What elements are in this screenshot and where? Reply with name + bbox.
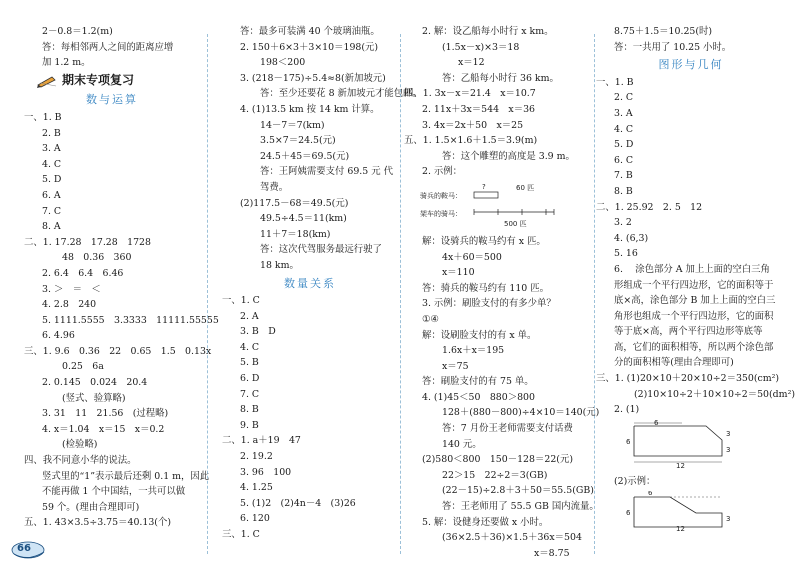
answer-line: 3. 4x＝2x＋50 x＝25: [422, 119, 524, 131]
answer-line: 4. (1)45＜50 880＞800: [422, 391, 535, 403]
answer-line: 底×高，涂色部分 B 加上上面的空白三: [614, 295, 776, 307]
answer-line: 22＞15 22÷2＝3(GB): [442, 469, 548, 481]
text-line: 加 1.2 m。: [42, 57, 91, 69]
answer-line: 答：王老师用了 55.5 GB 国内流量。: [442, 501, 599, 513]
answer-line: (竖式、验算略): [62, 392, 126, 404]
answer-line: (2)示例：: [614, 475, 656, 487]
answer-line: 7. B: [614, 170, 633, 182]
page-number-badge: [10, 540, 48, 560]
answer-line: 49.5÷4.5＝11(km): [260, 213, 347, 225]
diagram-row-label: 架车的骑马：: [420, 209, 462, 218]
diagram-label: 60 匹: [516, 183, 535, 192]
text-line: 2－0.8＝1.2(m): [42, 26, 113, 37]
answer-line: 3. 31 11 21.56 (过程略): [42, 408, 169, 420]
answer-line: 140 元。: [442, 438, 482, 450]
answer-line: 三、1. C: [222, 529, 260, 540]
answer-line: 驾费。: [260, 181, 289, 193]
answer-line: 3.5×7＝24.5(元): [260, 135, 336, 147]
answer-line: 9. B: [240, 419, 259, 431]
segment-diagram: [404, 182, 564, 230]
answer-line: 6. 4.96: [42, 330, 75, 342]
answer-line: 7. C: [42, 205, 62, 217]
segment-bar: [474, 192, 498, 198]
answer-line: 3. 示例：刷脸支付的有多少单？: [422, 298, 556, 310]
answer-line: 三、1. (1)20×10＋20×10÷2＝350(cm²): [596, 373, 780, 385]
section-heading: 数量关系: [284, 276, 336, 290]
dimension-label: 6: [648, 491, 653, 498]
answer-line: (2)580＜800 150－128＝22(元): [422, 454, 573, 466]
dimension-label: 12: [676, 525, 685, 532]
answer-line: 2. B: [42, 127, 61, 139]
answer-line: 不能再做 1 个中国结，一共可以做: [42, 486, 186, 498]
answer-line: 2. (1): [614, 404, 640, 416]
answer-line: 3. 2: [614, 217, 632, 229]
answer-line: 128＋(880－800)÷4×10＝140(元): [442, 407, 600, 419]
answer-line: (2)117.5－68＝49.5(元): [240, 197, 349, 209]
answer-line: 24.5＋45＝69.5(元): [260, 150, 350, 162]
answer-line: 答：7 月份王老师需要支付话费: [442, 423, 573, 435]
section-heading: 图形与几何: [658, 58, 724, 72]
answer-line: 3. A: [614, 107, 633, 119]
answer-line: 3. A: [42, 143, 61, 155]
answer-line: 1.6x＋x＝195: [442, 345, 505, 357]
answer-line: 3. (218－175)÷5.4≈8(新加坡元): [240, 72, 386, 84]
answer-line: 6. 120: [240, 513, 270, 525]
text-line: 答：每相邻两人之间的距离应增: [42, 41, 174, 53]
answer-line: 二、1. 25.92 2. 5 12: [596, 201, 703, 213]
answer-line: 二、1. a＋19 47: [222, 435, 301, 447]
answer-line: 解：设骑兵的鞍马约有 x 匹。: [422, 235, 546, 247]
answer-line: 竖式里的“1”表示最后还剩 0.1 m，因此: [42, 470, 210, 482]
answer-line: 4. x＝1.04 x＝15 x＝0.2: [42, 423, 165, 435]
answer-line: 答：乙船每小时行 36 km。: [442, 72, 559, 84]
answer-line: 5. 1111.5555 3.3333 11111.55555: [42, 314, 219, 326]
answer-line: 答：一共用了 10.25 小时。: [614, 41, 732, 53]
answer-line: 5. B: [240, 357, 259, 369]
figure-outline: [634, 497, 722, 527]
answer-line: 五、1. 1.5×1.6＋1.5＝3.9(m): [404, 135, 538, 147]
answer-line: (检验略): [62, 439, 98, 451]
column-divider: [207, 34, 208, 554]
answer-line: 2. 6.4 6.4 6.46: [42, 267, 124, 279]
answer-line: 4. C: [614, 123, 634, 135]
answer-line: 分的面积相等(理由合理即可): [614, 357, 734, 369]
column-2: [222, 24, 422, 543]
dimension-label: 12: [676, 461, 685, 470]
answer-line: 3. 96 100: [240, 466, 292, 478]
answer-line: 2. 11x＋3x＝544 x＝36: [422, 103, 536, 115]
answer-line: 2. 0.145 0.024 20.4: [42, 377, 148, 389]
answer-line: 四、我不同意小华的说法。: [24, 455, 137, 467]
answer-line: 三、1. 9.6 0.36 22 0.65 1.5 0.13x: [24, 345, 212, 357]
section-heading: 数与运算: [86, 93, 138, 107]
answer-line: 答：这个雕塑的高度是 3.9 m。: [442, 150, 575, 162]
answer-line: 答：最多可装满 40 个玻璃油瓶。: [240, 26, 380, 37]
answer-line: 8. A: [42, 221, 61, 233]
answer-line: 二、1. 17.28 17.28 1728: [24, 236, 151, 248]
answer-line: 答：刷脸支付的有 75 单。: [422, 376, 534, 388]
answer-line: 一、1. C: [222, 295, 260, 307]
answer-line: 答：王阿姨需要支付 69.5 元 代: [260, 166, 393, 178]
answer-line: 0.25 6a: [62, 361, 104, 373]
answer-line: 4. (6,3): [614, 232, 649, 244]
answer-line: 14－7＝7(km): [260, 119, 325, 131]
answer-line: 18 km。: [260, 259, 299, 271]
page-number: 66: [17, 543, 31, 554]
answer-line: (22－15)÷2.8＋3＋50＝55.5(GB): [442, 485, 594, 497]
answer-line: 5. D: [42, 174, 62, 186]
answer-line: 一、1. B: [24, 111, 62, 123]
diagram-row-label: 骑兵的鞍马：: [420, 191, 462, 200]
review-banner: [36, 73, 200, 89]
answer-line: 4x＋60＝500: [442, 251, 502, 263]
answer-line: 五、1. 43×3.5÷3.75＝40.13(个): [24, 517, 172, 529]
answer-line: 4. 1.25: [240, 482, 273, 494]
answer-line: 4. C: [240, 341, 260, 353]
dimension-label: 6: [626, 509, 631, 518]
answer-line: 等于底×高，两个平行四边形等底等: [614, 326, 763, 338]
answer-line: 3. ＞ ＝ ＜: [42, 283, 101, 295]
answer-line: x＝110: [442, 267, 475, 279]
answer-line: 8. B: [240, 404, 259, 416]
answer-line: ①④: [422, 313, 439, 325]
pencil-icon: [36, 74, 58, 88]
answer-line: 5. (1)2 (2)4n－4 (3)26: [240, 497, 356, 509]
banner-title: 期末专项复习: [62, 72, 135, 87]
answer-line: x＝75: [442, 360, 469, 372]
diagram-label: 500 匹: [504, 219, 527, 228]
answer-line: 答：这次代驾服务最远行驶了: [260, 244, 382, 256]
answer-line: 答：至少还要花 8 新加坡元才能包邮。: [260, 88, 422, 100]
column-1: [24, 24, 219, 531]
answer-line: 答：骑兵的鞍马约有 110 匹。: [422, 282, 549, 294]
answer-line: 5. D: [614, 139, 634, 151]
column-4: [596, 24, 795, 535]
answer-line: 4. C: [42, 158, 62, 170]
answer-line: x＝8.75: [534, 547, 570, 559]
answer-line: 2. 150＋6×3＋3×10＝198(元): [240, 41, 379, 53]
dimension-label: 3: [726, 515, 731, 524]
geometry-figure-2: [596, 491, 746, 531]
dimension-label: 3: [726, 429, 731, 438]
answer-line: 4. 2.8 240: [42, 299, 97, 311]
answer-line: 6. D: [240, 373, 260, 385]
geometry-figure-1: [596, 420, 746, 470]
answer-line: 6. 涂色部分 A 加上上面的空白三角: [614, 263, 770, 275]
answer-line: 11＋7＝18(km): [260, 228, 331, 240]
answer-line: 2. C: [614, 92, 634, 104]
answer-line: 5. 16: [614, 248, 638, 260]
answer-line: 一、1. B: [596, 76, 634, 88]
answer-line: 2. 示例：: [422, 166, 463, 178]
answer-line: 四、1. 3x－x＝21.4 x＝10.7: [404, 88, 536, 100]
answer-line: 高，它们的面积相等，所以两个涂色部: [614, 341, 774, 353]
answer-line: 5. 解：设健身还要做 x 小时。: [422, 516, 549, 528]
answer-line: 7. C: [240, 388, 260, 400]
dimension-label: 6: [626, 437, 631, 446]
answer-line: 角形也组成一个平行四边形，它的面积: [614, 310, 774, 322]
answer-line: 2. A: [240, 310, 259, 322]
answer-line: 8. B: [614, 185, 633, 197]
answer-line: (2)10×10÷2＋10×10÷2＝50(dm²): [634, 388, 795, 400]
answer-line: 59 个。(理由合理即可): [42, 501, 140, 513]
answer-line: 6. A: [42, 189, 61, 201]
answer-line: 解：设刷脸支付的有 x 单。: [422, 329, 537, 341]
answer-line: (36×2.5＋36)×1.5＋36x＝504: [442, 532, 582, 544]
answer-line: 8.75＋1.5＝10.25(时): [614, 26, 713, 37]
dimension-label: 3: [726, 445, 731, 454]
answer-line: 2. 解：设乙船每小时行 x km。: [422, 26, 554, 37]
answer-line: 3. B D: [240, 326, 276, 338]
answer-line: 6. C: [614, 154, 634, 166]
figure-outline: [634, 426, 722, 456]
column-3: [404, 24, 600, 561]
answer-line: 形组成一个平行四边形，它的面积等于: [614, 279, 774, 291]
answer-line: x＝12: [458, 57, 485, 69]
answer-line: (1.5x－x)×3＝18: [442, 41, 520, 53]
answer-line: 4. (1)13.5 km 按 14 km 计算。: [240, 103, 380, 115]
column-divider: [594, 34, 595, 554]
answer-line: 48 0.36 360: [62, 252, 132, 264]
dimension-label: 6: [654, 419, 659, 427]
answer-line: 198＜200: [260, 57, 306, 69]
column-divider: [400, 34, 401, 554]
answer-line: 2. 19.2: [240, 451, 273, 463]
diagram-question: ?: [482, 182, 486, 191]
